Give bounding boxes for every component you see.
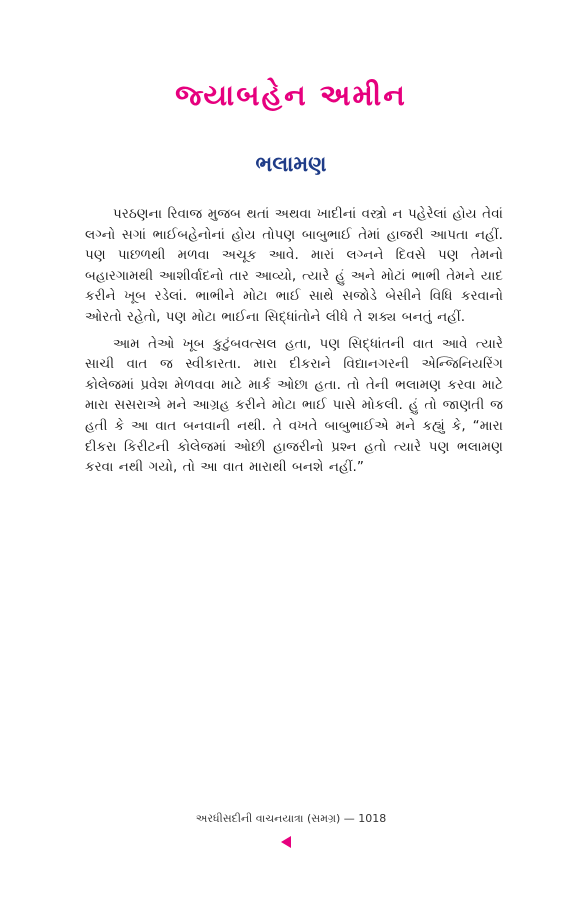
left-triangle-icon: [281, 836, 291, 848]
chapter-body: [85, 204, 503, 484]
page-footer: અરધીસદીની વાચનયાત્રા (સમગ્ર) — 1018: [195, 812, 387, 825]
chapter-title: ભલામણ: [255, 152, 327, 176]
author-heading: જ્યાબહેન અમીન: [175, 78, 407, 112]
paragraph-1: પરઠણના રિવાજ મુજબ થતાં અથવા ખાદીનાં વસ્ત્રો ન પહેરેલાં હોય તેવાં લગ્નો સગાં ભાઈબહેનોનાં હોય તોપણ બાબુભાઈ તેમાં હાજરી આપતા નહીં. પણ પાછળથી મળવા અચૂક આવે. મારાં લગ્નને દિવસે પણ તેમનો બહારગામથી આશીર્વાદનો તાર આવ્યો, ત્યારે હું અને મોટાં ભાભી તેમને યાદ કરીને ખૂબ રડેલાં. ભાભીને મોટા ભાઈ સાથે સજોડે બેસીને વિધિ કરવાનો ઓરતો રહેતો, પણ મોટા ભાઈના સિદ્ધાંતોને લીધે તે શક્ય બનતું નહીં.: [85, 206, 503, 325]
paragraph-2: આમ તેઓ ખૂબ કુટુંબવત્સલ હતા, પણ સિદ્ધાંતની વાત આવે ત્યારે સાચી વાત જ સ્વીકારતા. મારા દીકરાને વિદ્યાનગરની એન્જિનિયરિંગ કોલેજમાં પ્રવેશ મેળવવા માટે માર્ક ઓછા હતા. તો તેની ભલામણ કરવા માટે મારા સસરાએ મને આગ્રહ કરીને મોટા ભાઈ પાસે મોકલી. હું તો જાણતી જ હતી કે આ વાત બનવાની નથી. તે વખતે બાબુભાઈએ મને કહ્યું કે, “મારા દીકરા કિરીટની કોલેજમાં ઓછી હાજરીનો પ્રશ્ન હતો ત્યારે પણ ભલામણ કરવા નથી ગયો, તો આ વાત મારાથી બનશે નહીં.”: [85, 335, 503, 476]
